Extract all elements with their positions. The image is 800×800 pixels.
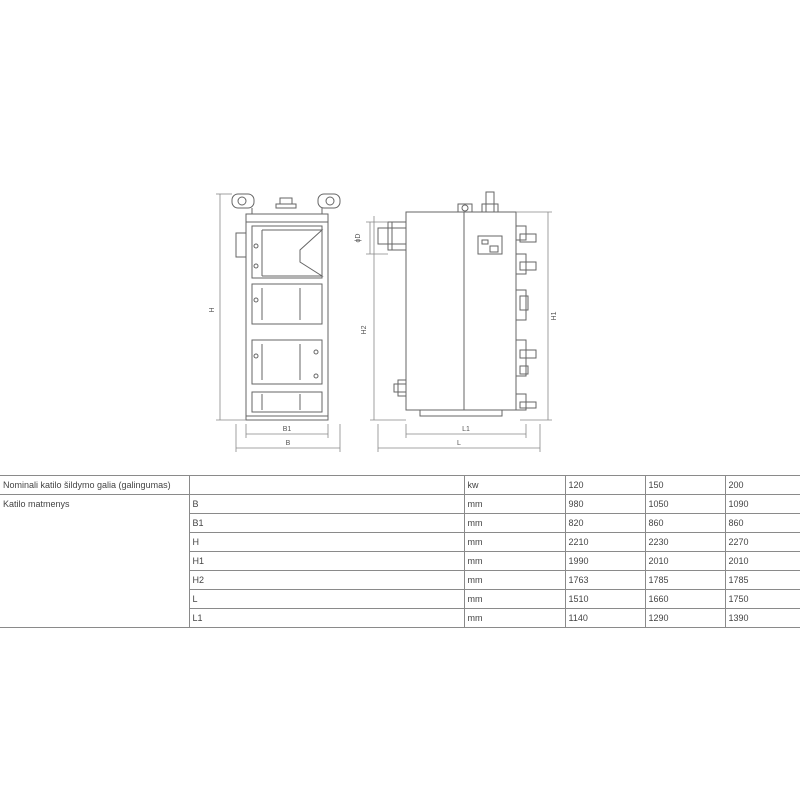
- dim-label-b: B: [285, 440, 291, 447]
- value-cell: 120: [565, 476, 645, 495]
- param-cell: H1: [189, 552, 464, 571]
- label-cell: [0, 514, 189, 533]
- dim-label-l: L: [457, 440, 461, 447]
- value-cell: 1290: [645, 609, 725, 628]
- unit-cell: mm: [464, 609, 565, 628]
- side-control-box: [478, 236, 502, 254]
- side-flue-connection: [378, 222, 406, 250]
- value-cell: 2270: [725, 533, 800, 552]
- dim-label-phi-d: ϕD: [355, 233, 362, 243]
- value-cell: 860: [725, 514, 800, 533]
- front-middle-door: [252, 284, 322, 324]
- unit-cell: mm: [464, 495, 565, 514]
- label-cell: [0, 590, 189, 609]
- boiler-spec-table: [0, 475, 800, 628]
- value-cell: 1785: [645, 571, 725, 590]
- front-view: [216, 194, 340, 452]
- power-label: Nominali katilo šildymo galia (galingumas): [0, 476, 189, 495]
- value-cell: 1763: [565, 571, 645, 590]
- label-cell: [0, 609, 189, 628]
- unit-cell: kw: [464, 476, 565, 495]
- table-row: [0, 590, 800, 609]
- value-cell: 1785: [725, 571, 800, 590]
- dim-label-h1: H1: [551, 311, 558, 321]
- unit-cell: mm: [464, 590, 565, 609]
- value-cell: 820: [565, 514, 645, 533]
- param-cell: H2: [189, 571, 464, 590]
- value-cell: 2230: [645, 533, 725, 552]
- front-ash-door: [252, 392, 322, 412]
- param-cell: H: [189, 533, 464, 552]
- section-label: Katilo matmenys: [0, 495, 189, 514]
- label-cell: [0, 552, 189, 571]
- front-top-fittings: [232, 194, 340, 214]
- value-cell: 1140: [565, 609, 645, 628]
- front-hopper-door: [252, 226, 322, 278]
- value-cell: 1750: [725, 590, 800, 609]
- value-cell: 860: [645, 514, 725, 533]
- unit-cell: mm: [464, 571, 565, 590]
- table-row: [0, 609, 800, 628]
- unit-cell: mm: [464, 514, 565, 533]
- value-cell: 150: [645, 476, 725, 495]
- side-view: [366, 192, 552, 452]
- value-cell: 200: [725, 476, 800, 495]
- dim-label-b1: B1: [282, 426, 292, 433]
- param-cell: L: [189, 590, 464, 609]
- param-cell: B: [189, 495, 464, 514]
- param-cell: [189, 476, 464, 495]
- param-cell: L1: [189, 609, 464, 628]
- side-door-hinges: [516, 226, 536, 410]
- table-row: [0, 533, 800, 552]
- value-cell: 1050: [645, 495, 725, 514]
- label-cell: [0, 571, 189, 590]
- value-cell: 980: [565, 495, 645, 514]
- table-row: [0, 552, 800, 571]
- table-row: [0, 571, 800, 590]
- unit-cell: mm: [464, 552, 565, 571]
- value-cell: 2010: [725, 552, 800, 571]
- front-body: [246, 214, 328, 416]
- side-body: [406, 212, 516, 410]
- value-cell: 1390: [725, 609, 800, 628]
- dim-label-l1: L1: [462, 426, 470, 433]
- front-lower-door: [252, 340, 322, 384]
- value-cell: 1090: [725, 495, 800, 514]
- table-row: [0, 495, 800, 514]
- value-cell: 1510: [565, 590, 645, 609]
- value-cell: 2010: [645, 552, 725, 571]
- dim-label-h2: H2: [361, 325, 368, 335]
- value-cell: 2210: [565, 533, 645, 552]
- label-cell: [0, 533, 189, 552]
- value-cell: 1660: [645, 590, 725, 609]
- param-cell: B1: [189, 514, 464, 533]
- table-header-row: [0, 476, 800, 495]
- dim-label-h: H: [209, 307, 216, 313]
- table-row: [0, 514, 800, 533]
- value-cell: 1990: [565, 552, 645, 571]
- unit-cell: mm: [464, 533, 565, 552]
